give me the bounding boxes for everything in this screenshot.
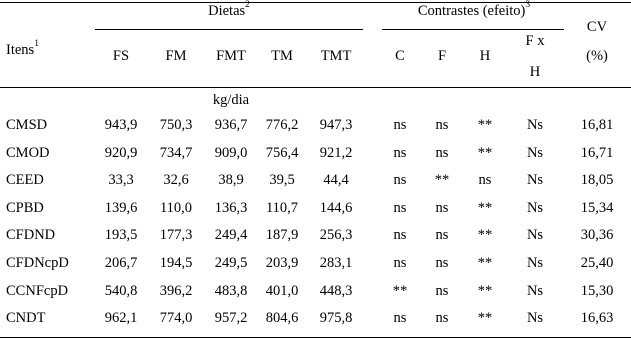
cell-tm: 39,5 <box>269 172 295 189</box>
cell-fm: 774,0 <box>159 310 193 327</box>
cell-tm: 110,7 <box>265 199 299 216</box>
cell-f: ns <box>435 117 449 133</box>
header-contrastes <box>417 0 531 20</box>
dietas-group-rule <box>95 29 363 30</box>
row-item: CNDT <box>6 310 46 327</box>
header-itens <box>6 39 39 59</box>
cell-fmt: 957,2 <box>214 310 248 327</box>
cell-c: ** <box>392 282 408 299</box>
cell-fmt: 38,9 <box>218 172 244 189</box>
cell-tm: 203,9 <box>265 255 299 271</box>
header-col-fxh-line2: H <box>529 64 541 80</box>
cell-fm: 177,3 <box>159 227 193 244</box>
cell-f: ns <box>435 310 449 327</box>
cell-fxh: Ns <box>526 282 544 299</box>
cell-tm: 187,9 <box>265 227 299 244</box>
cell-fmt: 249,5 <box>214 255 248 271</box>
cell-c: ns <box>393 117 407 133</box>
cell-tm: 756,4 <box>265 144 299 161</box>
header-dietas <box>208 0 250 20</box>
cell-fmt: 483,8 <box>214 282 248 299</box>
header-col-fmt: FMT <box>216 48 246 64</box>
header-col-f: F <box>437 48 447 64</box>
cell-h: ** <box>477 255 493 271</box>
cell-tm: 401,0 <box>265 282 299 299</box>
cell-fmt: 936,7 <box>214 117 248 133</box>
row-item: CPBD <box>6 199 44 216</box>
cell-fm: 32,6 <box>163 172 189 189</box>
row-item: CCNFcpD <box>6 282 69 299</box>
header-contrastes-footnote: 3 <box>525 0 531 10</box>
row-item: CMSD <box>6 117 48 133</box>
cell-fs: 206,7 <box>104 255 138 271</box>
cell-fs: 139,6 <box>104 199 138 216</box>
cell-f: ns <box>435 144 449 161</box>
header-itens-footnote: 1 <box>34 39 39 49</box>
cell-fmt: 909,0 <box>214 144 248 161</box>
cell-cv: 16,71 <box>580 144 614 161</box>
cell-fm: 734,7 <box>159 144 193 161</box>
header-dietas-label: Dietas <box>208 3 246 19</box>
contrastes-group-rule <box>382 29 564 30</box>
top-rule <box>0 2 631 3</box>
cell-cv: 16,63 <box>580 310 614 327</box>
cell-fs: 920,9 <box>104 144 138 161</box>
cell-c: ns <box>393 144 407 161</box>
row-item: CEED <box>6 172 44 189</box>
cell-h: ** <box>477 227 493 244</box>
cell-h: ** <box>477 282 493 299</box>
header-cv: CV <box>586 19 608 35</box>
header-col-fm: FM <box>165 48 187 64</box>
row-item: CMOD <box>6 144 50 161</box>
header-contrastes-label: Contrastes (efeito) <box>417 3 526 19</box>
cell-fs: 540,8 <box>104 282 138 299</box>
cell-fmt: 136,3 <box>214 199 248 216</box>
header-bottom-rule <box>0 87 631 88</box>
cell-fxh: Ns <box>526 255 544 271</box>
cell-f: ** <box>434 172 450 189</box>
header-col-tm: TM <box>271 48 293 64</box>
cell-h: ** <box>477 144 493 161</box>
cell-tmt: 283,1 <box>319 255 353 271</box>
cell-fm: 396,2 <box>159 282 193 299</box>
row-item: CFDNcpD <box>6 255 69 271</box>
cell-c: ns <box>393 227 407 244</box>
cell-cv: 30,36 <box>580 227 614 244</box>
cell-fxh: Ns <box>526 227 544 244</box>
cell-tmt: 921,2 <box>319 144 353 161</box>
row-item: CFDND <box>6 227 56 244</box>
header-col-fxh-line1: F x <box>525 33 545 49</box>
cell-fm: 194,5 <box>159 255 193 271</box>
cell-tmt: 144,6 <box>319 199 353 216</box>
cell-fs: 33,3 <box>108 172 134 189</box>
header-dietas-footnote: 2 <box>245 0 250 10</box>
cell-f: ns <box>435 227 449 244</box>
cell-tmt: 448,3 <box>319 282 353 299</box>
cell-fxh: Ns <box>526 144 544 161</box>
cell-tmt: 975,8 <box>319 310 353 327</box>
cell-cv: 25,40 <box>580 255 614 271</box>
cell-h: ** <box>477 310 493 327</box>
cell-cv: 15,34 <box>580 199 614 216</box>
cell-c: ns <box>393 255 407 271</box>
cell-f: ns <box>435 282 449 299</box>
cell-h: ns <box>478 172 492 189</box>
cell-f: ns <box>435 255 449 271</box>
cell-fs: 943,9 <box>104 117 138 133</box>
cell-h: ** <box>477 117 493 133</box>
header-cv-unit: (%) <box>586 48 608 64</box>
cell-fxh: Ns <box>526 199 544 216</box>
cell-c: ns <box>393 310 407 327</box>
cell-tmt: 44,4 <box>323 172 349 189</box>
cell-cv: 16,81 <box>580 117 614 133</box>
header-itens-label: Itens <box>6 42 35 58</box>
cell-tm: 804,6 <box>265 310 299 327</box>
bottom-rule <box>0 337 631 338</box>
cell-f: ns <box>435 199 449 216</box>
cell-fmt: 249,4 <box>214 227 248 244</box>
header-col-h: H <box>479 48 491 64</box>
cell-fm: 110,0 <box>159 199 193 216</box>
header-col-tmt: TMT <box>320 48 352 64</box>
cell-fxh: Ns <box>526 310 544 327</box>
cell-fxh: Ns <box>526 117 544 133</box>
cell-fxh: Ns <box>526 172 544 189</box>
cell-c: ns <box>393 172 407 189</box>
cell-tmt: 947,3 <box>319 117 353 133</box>
header-col-c: C <box>395 48 405 64</box>
cell-tm: 776,2 <box>265 117 299 133</box>
cell-fs: 962,1 <box>104 310 138 327</box>
header-col-fs: FS <box>112 48 130 64</box>
cell-cv: 18,05 <box>580 172 614 189</box>
cell-cv: 15,30 <box>580 282 614 299</box>
cell-h: ** <box>477 199 493 216</box>
cell-fs: 193,5 <box>104 227 138 244</box>
cell-tmt: 256,3 <box>319 227 353 244</box>
cell-c: ns <box>393 199 407 216</box>
unit-label: kg/dia <box>212 92 250 108</box>
cell-fm: 750,3 <box>159 117 193 133</box>
